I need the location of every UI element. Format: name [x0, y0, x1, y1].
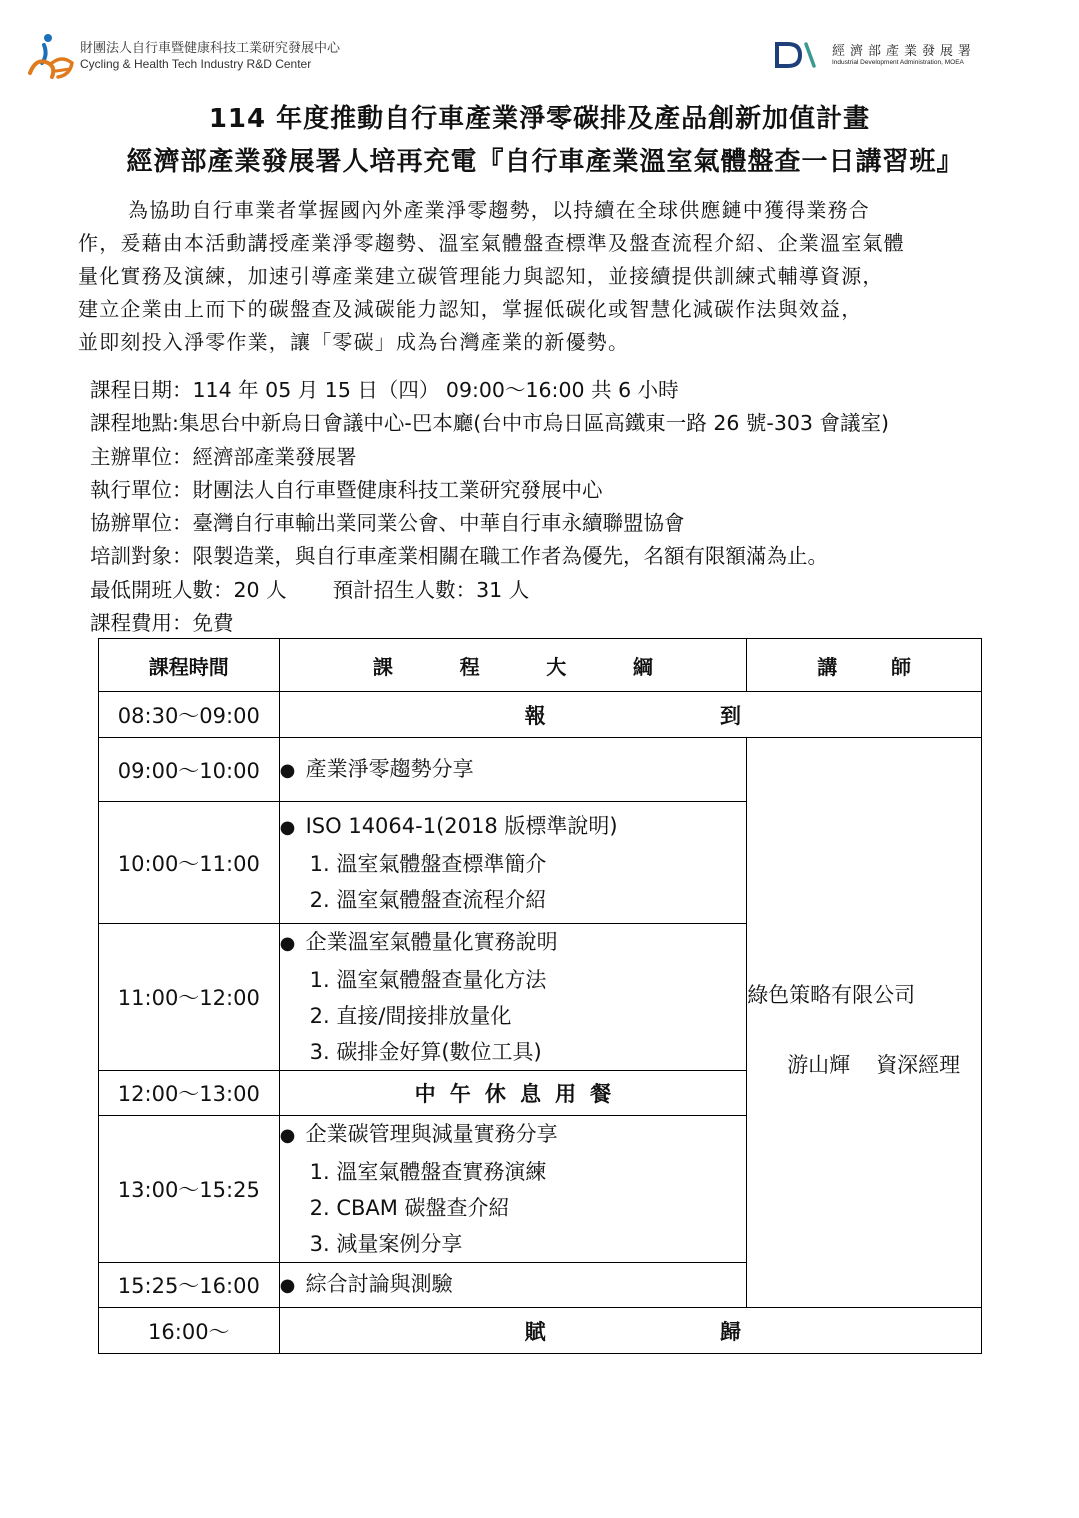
time-cell: 09:00～10:00 [99, 738, 280, 802]
planned-enrollment: 預計招生人數：31 人 [332, 577, 530, 602]
ida-logo-icon [774, 42, 822, 68]
lunch-char: 午 [449, 1082, 471, 1106]
header-topic-char: 綱 [632, 654, 653, 679]
course-info [90, 374, 1010, 640]
table-row [99, 692, 982, 738]
topic-head: 綜合討論與測驗 [305, 1272, 453, 1296]
lunch-char: 餐 [590, 1082, 612, 1106]
topic-cell [279, 1116, 747, 1263]
org-name-zh: 財團法人自行車暨健康科技工業研究發展中心 [80, 41, 341, 56]
header-topic [279, 639, 747, 692]
bullet-icon: ● [279, 1125, 296, 1146]
instructor-title: 資深經理 [876, 1052, 961, 1077]
topic-cell [279, 738, 747, 802]
time-cell: 15:25～16:00 [99, 1263, 280, 1308]
topic-sub: 2. CBAM 碳盤查介紹 [309, 1196, 510, 1220]
topic-sub: 1. 溫室氣體盤查實務演練 [309, 1160, 547, 1184]
course-venue: 課程地點:集思台中新烏日會議中心-巴本廳(台中市烏日區高鐵東一路 26 號-303 會議室) [90, 411, 889, 436]
registration-char: 到 [720, 703, 741, 728]
header-topic-char: 大 [546, 654, 567, 679]
agency-name-zh: 經濟部產業發展署 [832, 44, 977, 59]
lunch-char: 用 [555, 1082, 577, 1106]
header-instructor [747, 639, 982, 692]
cycling-center-logo [26, 33, 341, 83]
topic-sub: 1. 溫室氣體盤查量化方法 [309, 968, 547, 992]
intro-line: 建立企業由上而下的碳盤查及減碳能力認知，掌握低碳化或智慧化減碳作法與效益， [78, 297, 863, 321]
intro-line: 作，爰藉由本活動講授產業淨零趨勢、溫室氣體盤查標準及盤查流程介紹、企業溫室氣體 [78, 231, 905, 255]
topic-head: ISO 14064-1(2018 版標準說明) [305, 813, 618, 838]
bullet-icon: ● [279, 759, 296, 781]
enrollment [90, 574, 1010, 607]
co-organizer: 協辦單位：臺灣自行車輸出業同業公會、中華自行車永續聯盟協會 [90, 511, 685, 536]
executor: 執行單位：財團法人自行車暨健康科技工業研究發展中心 [90, 477, 603, 502]
registration-char: 報 [524, 703, 546, 728]
closing-cell [279, 1308, 981, 1354]
time-cell: 13:00～15:25 [99, 1116, 280, 1263]
closing-char: 歸 [720, 1319, 741, 1344]
time-cell: 16:00～ [99, 1308, 280, 1354]
topic-sub: 1. 溫室氣體盤查標準簡介 [309, 851, 547, 876]
header-inst-char: 師 [891, 654, 911, 679]
plan-title: 114 年度推動自行車產業淨零碳排及產品創新加值計畫 [208, 104, 871, 134]
min-enrollment: 最低開班人數：20 人 [90, 577, 287, 602]
lunch-char: 中 [414, 1082, 436, 1106]
topic-sub: 2. 溫室氣體盤查流程介紹 [309, 887, 547, 912]
org-name-en: Cycling & Health Tech Industry R&D Center [80, 57, 312, 71]
topic-head: 企業碳管理與減量實務分享 [305, 1122, 558, 1146]
header-topic-char: 程 [459, 654, 480, 679]
intro-line: 並即刻投入淨零作業，讓「零碳」成為台灣產業的新優勢。 [78, 330, 630, 354]
bullet-icon: ● [279, 816, 296, 838]
header-topic-char: 課 [372, 654, 393, 679]
lunch-char: 休 [484, 1082, 506, 1106]
lunch-cell [279, 1071, 747, 1116]
time-cell: 11:00～12:00 [99, 924, 280, 1071]
instructor-name: 游山輝 [787, 1052, 851, 1077]
course-title: 經濟部產業發展署人培再充電『自行車產業溫室氣體盤查一日講習班』 [126, 147, 964, 177]
instructor-cell [747, 738, 982, 1308]
header-time: 課程時間 [99, 639, 280, 692]
topic-sub: 3. 減量案例分享 [309, 1232, 463, 1256]
topic-cell [279, 1263, 747, 1308]
table-row [99, 1308, 982, 1354]
topic-cell [279, 924, 747, 1071]
lunch-char: 息 [519, 1082, 541, 1106]
topic-sub: 2. 直接/間接排放量化 [309, 1004, 512, 1028]
closing-char: 賦 [524, 1319, 546, 1344]
cyclist-logo-icon [26, 33, 76, 81]
course-date: 課程日期：114 年 05 月 15 日（四） 09:00～16:00 共 6 小時 [90, 378, 679, 402]
ida-logo [774, 40, 1014, 72]
bullet-icon: ● [279, 933, 296, 954]
instructor-company: 綠色策略有限公司 [747, 982, 916, 1007]
intro-line: 為協助自行車業者掌握國內外產業淨零趨勢，以持續在全球供應鏈中獲得業務合 [128, 198, 870, 222]
bullet-icon: ● [279, 1275, 296, 1296]
target-audience: 培訓對象：限製造業，與自行車產業相關在職工作者為優先，名額有限額滿為止。 [90, 544, 828, 569]
table-header-row [99, 639, 982, 692]
agency-name-en: Industrial Development Administration, MOEA [832, 59, 964, 66]
time-cell: 10:00～11:00 [99, 802, 280, 924]
schedule-table [98, 638, 982, 1354]
organizer: 主辦單位：經濟部產業發展署 [90, 444, 357, 469]
intro-line: 量化實務及演練，加速引導產業建立碳管理能力與認知，並接續提供訓練式輔導資源， [78, 264, 884, 288]
instructor-person [747, 1049, 981, 1079]
time-cell: 08:30～09:00 [99, 692, 280, 738]
topic-head: 企業溫室氣體量化實務說明 [305, 930, 558, 954]
topic-sub: 3. 碳排金好算(數位工具) [309, 1040, 542, 1064]
table-row [99, 738, 982, 802]
course-fee: 課程費用：免費 [90, 611, 234, 636]
intro-paragraph [78, 194, 1006, 359]
time-cell: 12:00～13:00 [99, 1071, 280, 1116]
registration-cell [279, 692, 981, 738]
header-inst-char: 講 [817, 654, 838, 679]
topic-head: 產業淨零趨勢分享 [305, 756, 474, 781]
topic-cell [279, 802, 747, 924]
